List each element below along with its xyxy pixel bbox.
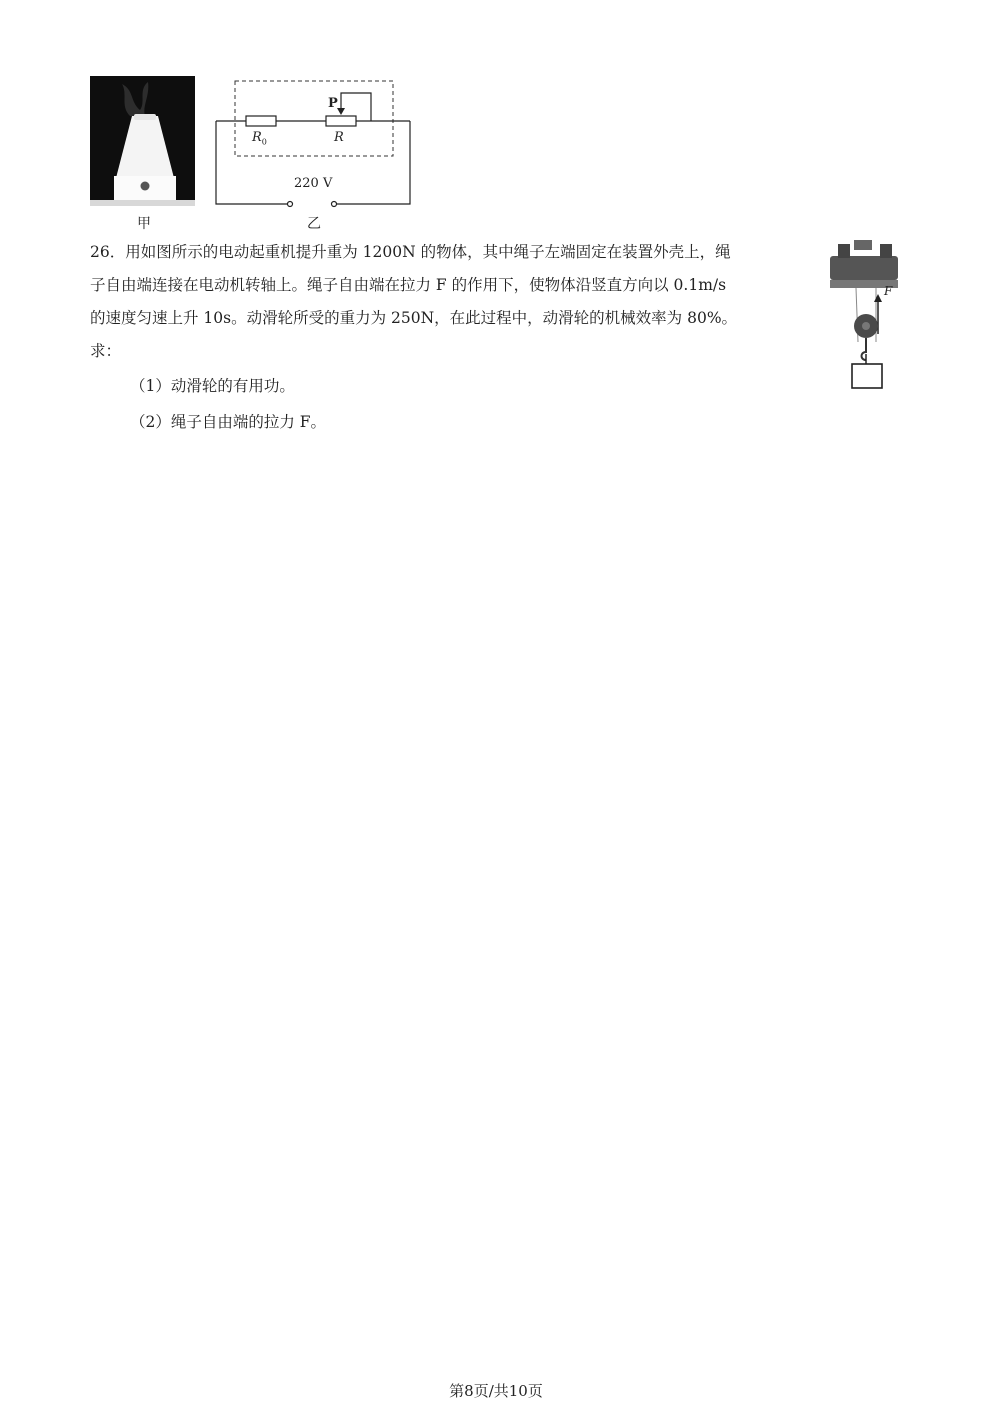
question-line: 26．用如图所示的电动起重机提升重为 1200N 的物体，其中绳子左端固定在装置外壳上，绳 — [90, 243, 731, 261]
humidifier-photo — [90, 76, 195, 206]
question-26 — [90, 236, 795, 368]
voltage-label: 220 V — [294, 176, 333, 191]
sub-question-2: （2）绳子自由端的拉力 F。 — [130, 413, 327, 431]
question-line: 求： — [90, 342, 122, 360]
r-label: R — [334, 130, 344, 145]
question-line: 的速度匀速上升 10s。动滑轮所受的重力为 250N，在此过程中，动滑轮的机械效率为 80%。 — [90, 309, 738, 327]
question-line: 子自由端连接在电动机转轴上。绳子自由端在拉力 F 的作用下，使物体沿竖直方向以 0.1m/s — [90, 276, 727, 294]
sub-question-1: （1）动滑轮的有用功。 — [130, 377, 295, 395]
slider-label: P — [328, 96, 338, 111]
crane-figure — [824, 236, 914, 396]
page-number: 第8页/共10页 — [449, 1382, 543, 1400]
photo-label: 甲 — [137, 216, 151, 232]
force-label: F — [884, 284, 893, 298]
circuit-diagram — [210, 74, 420, 214]
circuit-label: 乙 — [307, 216, 321, 232]
r0-label: $R_0$ — [252, 130, 267, 147]
